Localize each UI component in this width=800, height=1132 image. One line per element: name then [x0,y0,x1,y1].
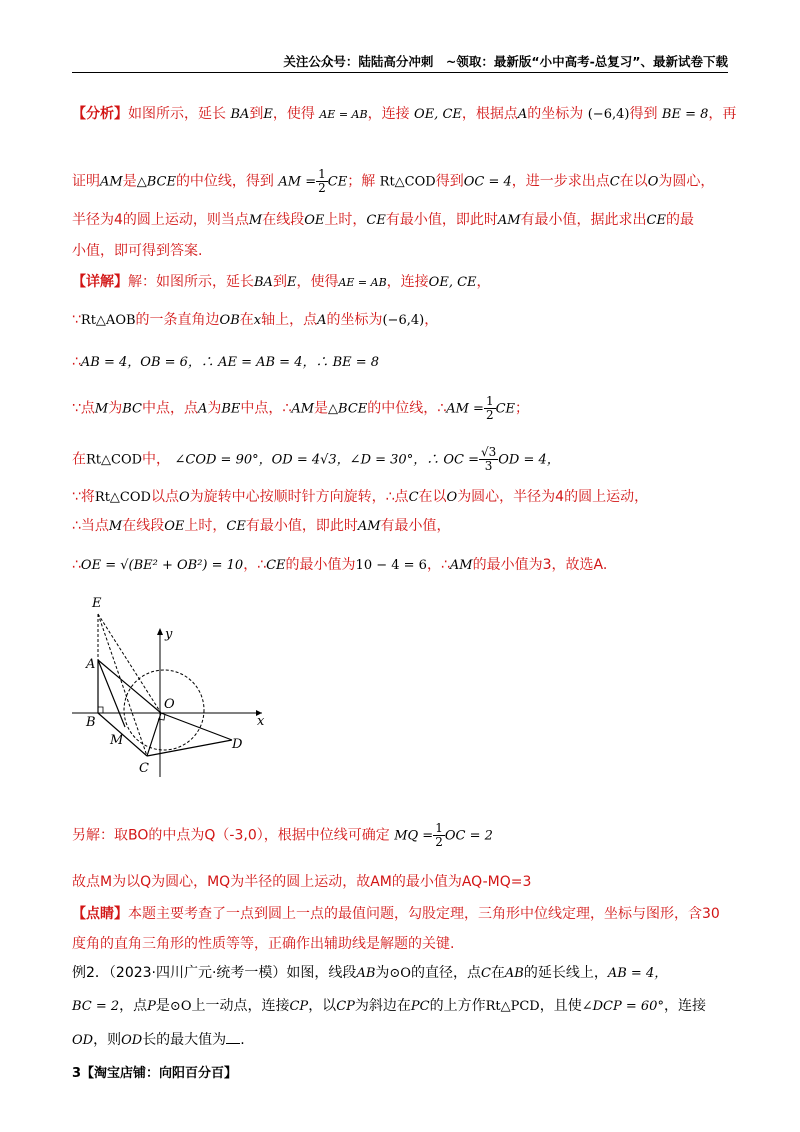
math: x [253,313,262,328]
analysis-line-1: 【分析】如图所示，延长 BA到E，使得 AE = AB，连接 OE, CE，根据点A的坐标为 (−6,4)得到 BE = 8，再 [72,106,737,122]
math: (−6,4) [382,313,425,328]
alt-line-2: 故点M为以Q为圆心，MQ为半径的圆上运动，故AM的最小值为AQ-MQ=3 [72,874,532,890]
math: C [609,174,620,190]
math: △BCE [328,401,368,417]
text: ∴当点 [72,518,109,534]
math: BE = 8 [661,107,709,122]
text: ，且使 [539,998,582,1014]
text: 上时， [184,518,227,534]
text: 得到 [629,106,658,122]
text: ，进一步求出点 [511,173,610,190]
fraction: $\frac{1}{2}$ [318,167,326,195]
math: BC [122,401,142,417]
math: (−6,4) [587,107,630,122]
text: 上时， [324,212,367,228]
text: 证明 [72,173,100,190]
text: 的坐标为 [326,312,383,328]
detail-line-7 [72,516,728,537]
text: ，∴ [426,557,450,573]
label-D: D [232,737,243,752]
text: BO [128,827,149,844]
geometry-figure [72,592,292,782]
math: OD = 4， [498,452,560,468]
text: ，∴ [243,557,267,573]
math: M [248,213,263,228]
text: 的中位线，∴ [367,400,447,417]
detail-line-5 [72,446,728,473]
math: 10 − 4 = 6 [355,558,427,573]
text: ，连接 [367,106,410,122]
text: 在 [239,312,254,328]
math: Rt△AOB [80,313,136,328]
text: ，点 [119,998,148,1014]
math: Rt△COD [86,452,143,468]
example-line-1 [72,963,728,984]
text: 到 [272,274,287,290]
math: AE = AB [338,276,387,289]
text: ，根据点 [461,106,518,122]
detail-line-1: 【详解】解：如图所示，延长BA到E，使得AE = AB，连接OE, CE， [72,274,491,290]
page-footer: 3【淘宝店铺：向阳百分百】 [72,1066,238,1081]
text: 以点 [150,489,179,505]
text: ∴ [72,557,81,573]
text: 到 [249,106,264,122]
math: OE, CE [414,107,462,122]
math: M [94,401,109,417]
text: 在线段 [122,518,165,534]
text: 半径为4的圆上运动，则当点 [72,212,249,228]
math: OC = 4 [463,174,512,190]
math: AE = AB [319,108,368,121]
text: 有最小值，即此时 [245,518,358,534]
text: 有最小值，据此求出 [520,212,647,228]
text: 为圆心， [658,173,715,190]
detail-line-3 [72,352,728,373]
text: 在以 [619,173,648,190]
math: Rt△COD [94,490,151,505]
math: AM = [278,174,317,190]
math: AM = [446,401,484,417]
math: ⊙O [389,966,411,981]
fraction: $\frac{1}{2}$ [435,821,443,849]
text: ，连接 [663,998,706,1014]
text: 中点，∴ [240,400,292,417]
math: C [480,966,491,981]
math: BA [254,275,273,290]
text: 长的最大值为 [142,1032,227,1048]
text: 解：如图所示，延长 [128,274,254,290]
text: 的一条直角边 [135,312,220,328]
analysis-line-2 [72,168,728,195]
line-OD [161,713,232,740]
math: ∠COD = 90°，OD = 4√3，∠D = 30°，∴ OC = [174,452,479,468]
math: CE [495,401,516,417]
math: CP [336,999,355,1014]
math: BC = 2 [72,999,120,1014]
label-y: y [165,627,173,642]
math: O [446,490,458,505]
page-header: 关注公众号：陆陆高分冲刺 ~领取：最新版“小中高考-总复习”、最新试卷下载 [72,52,728,73]
math: AM [100,174,123,190]
y-axis-arrow [157,628,163,635]
math: CE [646,213,666,228]
math: O [178,490,190,505]
analysis-tag: 【分析】 [72,106,128,122]
math: AB [356,966,376,981]
comment-tag: 【点睛】 [72,906,128,922]
text: ∴ [72,354,81,370]
math: CP [289,999,309,1014]
math: OD [121,1033,143,1048]
text: 有最小值，即此时 [385,212,498,228]
text: ∵ [72,312,81,328]
text: ，使得 [296,274,339,290]
label-O: O [164,697,175,712]
label-C: C [139,761,149,776]
text: 本题主要考查了一点到圆上一点的最值问题，勾股定理，三角形中位线定理，坐标与图形，含30 [128,906,720,922]
text: 是 [314,400,329,417]
fraction: $\frac{√3}{3}$ [480,445,497,473]
text: ，以 [308,998,337,1014]
label-E: E [92,596,102,611]
text: 是 [155,998,170,1014]
text: 中点，点 [141,400,198,417]
text: ，使得 [272,106,315,122]
math: P [147,999,156,1014]
text: 为斜边在 [354,998,411,1014]
math: BA [230,107,250,122]
math: Rt△COD [379,174,436,190]
text: 中， [142,451,171,468]
label-B: B [86,715,96,730]
text: 的最小值为3，故选A. [472,557,608,573]
example-line-2 [72,996,728,1017]
alt-line-1 [72,822,728,849]
math: A [317,313,327,328]
text: ；解 [347,173,376,190]
example-line-3 [72,1030,728,1051]
text: 上一动点，连接 [191,998,290,1014]
dashed-line-EO [98,614,161,713]
text: 是 [122,173,137,190]
analysis-line-4: 小值，即可得到答案. [72,243,203,259]
detail-line-8 [72,555,728,576]
text: 例2．（2023·四川广元·统考一模）如图，线段 [72,965,357,981]
text: . [240,1032,245,1048]
math: OE, CE [428,275,477,290]
fraction: $\frac{1}{2}$ [485,394,494,422]
math: AB = 4， [607,966,668,981]
text: 另解：取 [72,827,128,844]
math: △BCE [136,174,176,190]
math: C [408,490,419,505]
text: 的中点为 [148,827,205,844]
text: 的直径，点 [410,965,481,981]
text: 的最小值为 [285,557,356,573]
text: 在线段 [262,212,305,228]
text: 的最 [665,212,694,228]
math: A [517,107,528,122]
math: AB [504,966,524,981]
math: OC = 2 [444,828,493,844]
math: MQ = [394,828,434,844]
text: 为 [207,400,222,417]
math: CE [327,174,348,190]
analysis-line-3 [72,210,728,231]
math: A [197,401,208,417]
detail-line-6 [72,487,728,508]
math: E [286,275,297,290]
math: OE [164,519,185,534]
math: M [108,519,123,534]
text: ，连接 [386,274,429,290]
math: OD [72,1033,94,1048]
detail-tag: 【详解】 [72,274,128,290]
text: 在以 [418,489,447,505]
comment-line-1 [72,904,728,924]
detail-line-4: ∵点M为BC中点，点A为BE中点，∴AM是△BCE的中位线，∴AM = $\frac{1}{2}$ CE； [72,394,530,422]
text: ，再 [708,106,737,122]
right-angle-O [158,714,165,720]
math: AM [357,519,381,534]
label-M: M [110,733,124,748]
math: Rt△PCD [485,999,540,1014]
math: CE [366,213,386,228]
math: AM [449,558,473,573]
math: ⊙O [169,999,192,1014]
math: OE [304,213,325,228]
math: BE [221,401,241,417]
math: OB [219,313,240,328]
label-x: x [257,714,265,729]
text: 为 [108,400,123,417]
detail-line-2: ∵Rt△AOB的一条直角边OB在x轴上，点A的坐标为(−6,4)， [72,312,439,328]
text: 的中位线，得到 [175,173,274,190]
text: 轴上，点 [261,312,318,328]
text: 在 [490,965,505,981]
right-angle-B [98,707,103,713]
text: 的上方作 [429,998,486,1014]
text: ∵点 [72,400,95,417]
text: （-3,0），根据中位线可确定 [215,827,390,844]
math: AB = 4，OB = 6，∴ AE = AB = 4，∴ BE = 8 [80,355,380,370]
text: 为 [375,965,390,981]
text: ，则 [93,1032,122,1048]
text: 的坐标为 [527,106,584,122]
text: 得到 [435,173,464,190]
text: 如图所示，延长 [128,106,226,122]
text: 有最小值， [380,518,451,534]
math: O [647,174,659,190]
math: PC [410,999,430,1014]
text: 为旋转中心按顺时针方向旋转，∴点 [189,489,409,505]
math: OE = √(BE² + OB²) = 10 [80,558,244,573]
math: CE [266,558,286,573]
text: 为圆心，半径为4的圆上运动， [457,489,649,505]
math: ∠DCP = 60° [581,999,664,1014]
text: 的延长线上， [523,965,608,981]
label-A: A [86,657,96,672]
text: Q [204,827,216,844]
text: 在 [72,451,86,468]
math: AM [291,401,315,417]
comment-line-2: 度角的直角三角形的性质等等，正确作出辅助线是解题的关键. [72,936,455,952]
answer-blank[interactable] [226,1043,240,1044]
math: AM [497,213,521,228]
math: CE [226,519,246,534]
text: ∵将 [72,489,95,505]
